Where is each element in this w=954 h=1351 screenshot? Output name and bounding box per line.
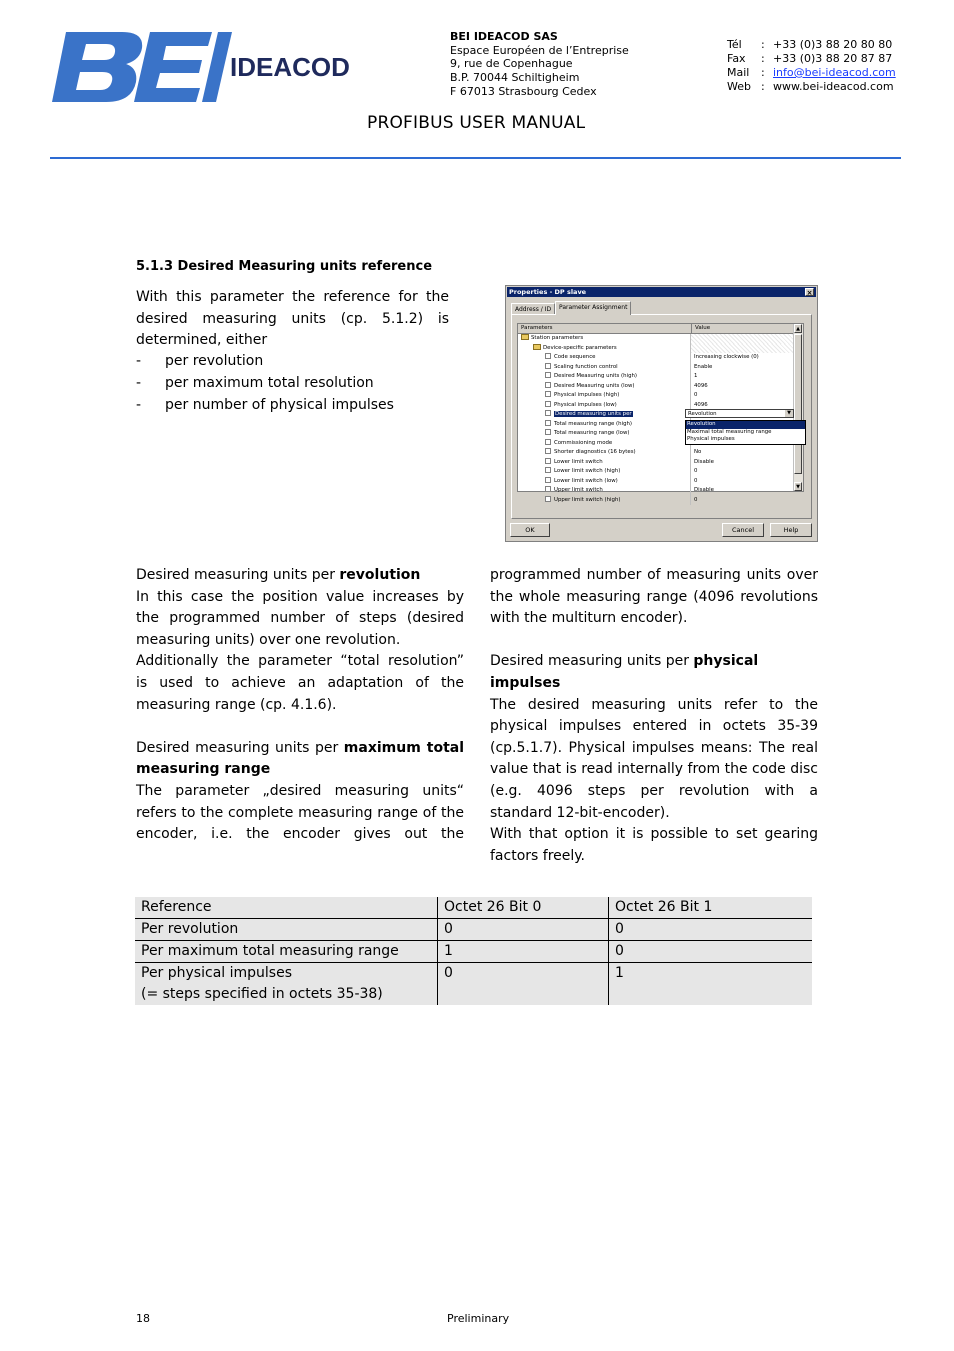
table-row[interactable] bbox=[518, 391, 795, 401]
contact-key: Tél bbox=[727, 38, 742, 51]
physical-impulses-text: The desired measuring units refer to the physical impulses entered in octets 35-39 (cp.5.1.7). Physical impulses means: The real value that is read internally from the code disc (e.g. 4096 steps per revolution with a standard 12-bit-encoder). bbox=[490, 696, 818, 821]
parameter-label: Desired Measuring units (high) bbox=[554, 373, 638, 379]
contact-separator: : bbox=[761, 38, 765, 51]
page-number: 18 bbox=[136, 1312, 150, 1325]
dialog-titlebar bbox=[507, 287, 816, 297]
intro-paragraph: With this parameter the reference for the desired measuring units (cp. 5.1.2) is determined, either bbox=[136, 289, 449, 349]
header-rule bbox=[50, 157, 901, 159]
table-header-cell: Octet 26 Bit 0 bbox=[438, 897, 609, 919]
close-icon[interactable]: × bbox=[806, 289, 813, 297]
table-cell: 0 bbox=[609, 941, 813, 963]
ok-button[interactable]: OK bbox=[510, 523, 550, 537]
parameter-name bbox=[545, 420, 632, 430]
parameter-grid bbox=[517, 323, 804, 503]
parameter-name bbox=[545, 496, 621, 506]
parameter-value[interactable]: 0 bbox=[690, 496, 795, 506]
table-row[interactable] bbox=[518, 334, 795, 344]
chevron-down-icon[interactable]: ▼ bbox=[785, 410, 793, 417]
table-row[interactable] bbox=[518, 458, 795, 468]
address-line: B.P. 70044 Schiltigheim bbox=[450, 71, 580, 85]
contact-row-web bbox=[727, 80, 896, 94]
tab-parameter-assignment[interactable]: Parameter Assignment bbox=[555, 301, 631, 315]
parameter-label: Scaling function control bbox=[554, 363, 618, 370]
physical-impulses-text-2: With that option it is possible to set gearing factors freely. bbox=[490, 826, 818, 864]
parameter-icon bbox=[545, 477, 551, 483]
parameter-label: Station parameters bbox=[531, 335, 584, 341]
parameter-icon bbox=[545, 382, 551, 388]
units-per-select[interactable] bbox=[685, 409, 794, 418]
scroll-thumb[interactable] bbox=[794, 334, 802, 474]
table-cell: 1 bbox=[438, 941, 609, 963]
table-cell: Per maximum total measuring range bbox=[135, 941, 438, 963]
bei-ideacod-logo bbox=[52, 30, 368, 104]
parameter-icon bbox=[545, 486, 551, 492]
manual-title: PROFIBUS USER MANUAL bbox=[367, 113, 586, 133]
scroll-up-icon[interactable]: ▲ bbox=[794, 324, 802, 333]
table-cell: Per physical impulses (= steps specified in octets 35-38) bbox=[135, 963, 438, 1006]
folder-icon bbox=[521, 334, 529, 340]
max-range-heading: Desired measuring units per maximum total measuring range bbox=[136, 739, 465, 778]
parameter-icon bbox=[545, 372, 551, 378]
table-row bbox=[135, 919, 812, 941]
parameter-icon bbox=[545, 439, 551, 445]
table-row[interactable] bbox=[518, 382, 795, 392]
logo-mark bbox=[52, 32, 232, 102]
table-row[interactable] bbox=[518, 496, 795, 506]
contact-key: Web bbox=[727, 80, 751, 93]
grid-header-parameters: Parameters bbox=[521, 325, 553, 331]
table-cell-note: (= steps specified in octets 35-38) bbox=[141, 986, 383, 1002]
contact-value: +33 (0)3 88 20 80 80 bbox=[773, 38, 893, 51]
parameter-value[interactable]: Disable bbox=[690, 486, 795, 496]
parameter-icon bbox=[545, 458, 551, 464]
table-row[interactable] bbox=[518, 467, 795, 477]
contact-separator: : bbox=[761, 80, 765, 93]
parameter-name bbox=[533, 344, 617, 354]
parameter-name bbox=[521, 334, 583, 344]
revolution-heading: Desired measuring units per revolution bbox=[136, 567, 421, 583]
parameter-label: Desired Measuring units (low) bbox=[554, 382, 635, 389]
contact-block bbox=[727, 38, 896, 94]
parameter-value[interactable]: 4096 bbox=[690, 382, 795, 392]
table-header-cell: Reference bbox=[135, 897, 438, 919]
parameter-icon bbox=[545, 363, 551, 369]
contact-key: Fax bbox=[727, 52, 746, 65]
parameter-name bbox=[545, 448, 636, 458]
parameter-name bbox=[545, 353, 596, 363]
contact-row-fax bbox=[727, 52, 896, 66]
parameter-icon bbox=[545, 401, 551, 407]
list-item: - per revolution bbox=[136, 353, 264, 369]
section-title: 5.1.3 Desired Measuring units reference bbox=[136, 259, 433, 274]
max-range-text-continued: programmed number of measuring units over the whole measuring range (4096 revolutions with the multiturn encoder). bbox=[490, 567, 818, 627]
parameter-name bbox=[545, 363, 618, 373]
parameter-label: Upper limit switch (high) bbox=[554, 496, 621, 503]
parameter-name bbox=[545, 401, 617, 411]
company-address-block bbox=[450, 30, 629, 99]
parameter-value[interactable]: Disable bbox=[690, 458, 795, 468]
table-cell: 0 bbox=[438, 919, 609, 941]
parameter-value[interactable]: Increasing clockwise (0) bbox=[690, 353, 795, 363]
folder-icon bbox=[533, 344, 541, 350]
parameter-icon bbox=[545, 429, 551, 435]
list-item: - per maximum total resolution bbox=[136, 374, 374, 391]
table-row[interactable] bbox=[518, 344, 795, 354]
parameter-icon bbox=[545, 448, 551, 454]
contact-row-mail bbox=[727, 66, 896, 80]
table-row[interactable] bbox=[518, 372, 795, 382]
table-cell: Per revolution bbox=[135, 919, 438, 941]
parameter-label: Lower limit switch (high) bbox=[554, 468, 621, 474]
parameter-label: Shorter diagnostics (16 bytes) bbox=[554, 449, 636, 455]
contact-separator: : bbox=[761, 52, 765, 65]
parameter-label: Lower limit switch (low) bbox=[554, 477, 618, 484]
contact-key: Mail bbox=[727, 66, 750, 79]
table-cell: 1 bbox=[609, 963, 813, 1006]
revolution-text-2: Additionally the parameter “total resolution” is used to achieve an adaptation of the measuring range (cp. 4.1.6). bbox=[136, 653, 464, 713]
parameter-name bbox=[545, 429, 629, 439]
vertical-scrollbar[interactable] bbox=[793, 324, 803, 491]
parameter-name bbox=[545, 467, 620, 477]
email-link[interactable]: info@bei-ideacod.com bbox=[773, 66, 896, 79]
table-row[interactable] bbox=[518, 363, 795, 373]
bullet-list bbox=[136, 351, 466, 416]
parameter-value[interactable]: No bbox=[690, 448, 795, 458]
parameter-name bbox=[545, 458, 603, 468]
table-header-cell: Octet 26 Bit 1 bbox=[609, 897, 813, 919]
document-status: Preliminary bbox=[447, 1312, 510, 1325]
parameter-icon bbox=[545, 410, 551, 416]
logo-ideacod-text: IDEACOD bbox=[230, 52, 350, 82]
address-line: Espace Européen de l’Entreprise bbox=[450, 43, 629, 57]
parameter-label: Device-specific parameters bbox=[543, 344, 617, 351]
parameter-label: Physical impulses (low) bbox=[554, 401, 617, 408]
parameter-label: Total measuring range (low) bbox=[554, 430, 630, 436]
parameter-name bbox=[545, 372, 637, 382]
revolution-text: In this case the position value increases by the programmed number of steps (desired measuring units) over one revolution. bbox=[136, 588, 464, 648]
units-per-select-value: Revolution bbox=[688, 411, 717, 417]
right-column bbox=[490, 565, 818, 867]
dropdown-option-revolution[interactable]: Revolution bbox=[686, 421, 805, 429]
parameter-label: Upper limit switch bbox=[554, 487, 603, 493]
dialog-title: Properties - DP slave bbox=[509, 288, 587, 296]
parameter-value[interactable]: Enable bbox=[690, 363, 795, 373]
table-header-row bbox=[135, 897, 812, 919]
parameter-label: Desired measuring units per bbox=[555, 411, 632, 417]
parameter-value[interactable]: 4096 bbox=[690, 401, 795, 411]
physical-impulses-heading: Desired measuring units per physical impulses bbox=[490, 653, 759, 691]
table-row[interactable] bbox=[518, 353, 795, 363]
address-line: 9, rue de Copenhague bbox=[450, 57, 573, 71]
grid-header bbox=[518, 324, 795, 334]
scroll-down-icon[interactable]: ▼ bbox=[794, 482, 802, 491]
table-row bbox=[135, 941, 812, 963]
parameter-name bbox=[545, 410, 633, 420]
dropdown-option-maximal-range[interactable]: Maximal total measuring range bbox=[687, 428, 772, 435]
parameter-label: Lower limit switch bbox=[554, 458, 603, 465]
parameter-value[interactable]: 1 bbox=[690, 372, 795, 382]
table-row[interactable] bbox=[518, 477, 795, 487]
units-per-dropdown bbox=[685, 420, 806, 445]
left-column bbox=[136, 565, 464, 846]
reference-table bbox=[135, 897, 812, 1005]
contact-value: +33 (0)3 88 20 87 87 bbox=[773, 52, 893, 65]
company-name: BEI IDEACOD SAS bbox=[450, 30, 558, 43]
parameter-label: Total measuring range (high) bbox=[554, 420, 633, 427]
max-range-text: The parameter „desired measuring units“ refers to the complete measuring range of the encoder, i.e. the encoder gives out the bbox=[136, 782, 464, 843]
parameter-icon bbox=[545, 391, 551, 397]
list-item: - per number of physical impulses bbox=[136, 396, 394, 413]
cancel-button[interactable]: Cancel bbox=[722, 523, 764, 537]
contact-row-tel bbox=[727, 38, 896, 52]
dropdown-option-physical-impulses[interactable]: Physical impulses bbox=[687, 436, 735, 442]
parameter-icon bbox=[545, 353, 551, 359]
tab-address-id[interactable]: Address / ID bbox=[511, 303, 555, 315]
parameter-name bbox=[545, 477, 618, 487]
parameter-name bbox=[545, 439, 612, 449]
table-row bbox=[135, 963, 812, 1006]
parameter-label: Commissioning mode bbox=[554, 439, 613, 446]
parameter-icon bbox=[545, 496, 551, 502]
table-row[interactable] bbox=[518, 448, 795, 458]
grid-header-value: Value bbox=[691, 324, 795, 333]
address-line: F 67013 Strasbourg Cedex bbox=[450, 84, 597, 98]
parameter-icon bbox=[545, 420, 551, 426]
parameter-value[interactable]: 0 bbox=[690, 391, 795, 401]
parameter-value[interactable]: 0 bbox=[690, 477, 795, 487]
parameter-name bbox=[545, 486, 603, 496]
table-cell: 0 bbox=[438, 963, 609, 1006]
contact-separator: : bbox=[761, 66, 765, 79]
parameter-label: Physical impulses (high) bbox=[554, 392, 620, 398]
table-row[interactable] bbox=[518, 486, 795, 496]
help-button[interactable]: Help bbox=[770, 523, 812, 537]
parameter-value[interactable] bbox=[690, 334, 795, 344]
parameter-icon bbox=[545, 467, 551, 473]
parameter-label: Code sequence bbox=[554, 354, 596, 360]
parameter-value[interactable] bbox=[690, 344, 795, 354]
parameter-name bbox=[545, 391, 619, 401]
parameter-name bbox=[545, 382, 634, 392]
table-cell: 0 bbox=[609, 919, 813, 941]
contact-value: www.bei-ideacod.com bbox=[773, 80, 894, 93]
parameter-value[interactable]: 0 bbox=[690, 467, 795, 477]
